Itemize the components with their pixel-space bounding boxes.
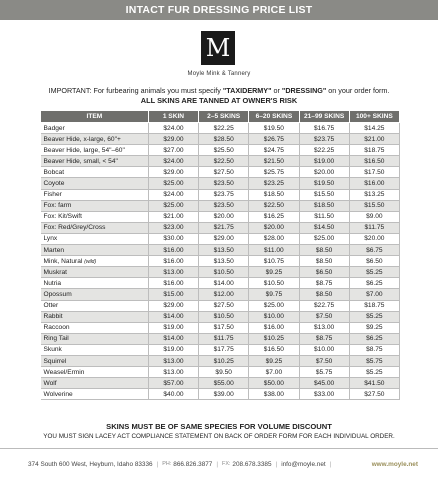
price-cell: $23.25 [249,178,299,189]
price-cell: $14.00 [199,278,249,289]
price-cell: $25.75 [249,167,299,178]
item-name: Otter [43,302,59,310]
item-name-cell [41,233,149,244]
price-cell: $14.50 [299,222,349,233]
item-name-cell [41,267,149,278]
price-cell: $6.50 [299,267,349,278]
website-link[interactable]: www.moyle.net [371,460,418,468]
table-row [41,256,400,267]
item-name-cell [41,222,149,233]
price-cell: $21.75 [199,222,249,233]
table-row [41,233,400,244]
table-row [41,344,400,355]
price-cell: $19.00 [148,322,198,333]
footer-separator: | [329,460,332,468]
risk-notice: ALL SKINS ARE TANNED AT OWNER'S RISK [140,96,298,105]
price-cell: $10.25 [199,355,249,366]
company-logo [201,31,235,65]
item-name-cell [41,389,149,400]
price-cell: $8.75 [299,278,349,289]
price-cell: $5.75 [349,355,399,366]
price-cell: $7.50 [299,311,349,322]
item-name-cell [41,333,149,344]
table-row [41,156,400,167]
table-row [41,200,400,211]
item-name: Coyote [43,180,65,188]
item-name: Squirrel [43,357,67,365]
price-cell: $15.50 [299,189,349,200]
price-cell: $13.00 [299,322,349,333]
price-cell: $9.25 [349,322,399,333]
price-cell: $16.50 [249,344,299,355]
price-cell: $9.75 [249,289,299,300]
item-name-cell [41,311,149,322]
price-cell: $39.00 [199,389,249,400]
item-name: Wolf [43,379,57,387]
price-cell: $27.00 [148,145,198,156]
table-row [41,123,400,134]
item-name-cell [41,167,149,178]
item-name: Raccoon [43,324,70,332]
column-header: 100+ SKINS [349,111,399,123]
item-name-cell [41,278,149,289]
price-cell: $19.50 [249,123,299,134]
price-cell: $13.25 [349,189,399,200]
item-name: Lynx [43,235,58,243]
price-cell: $20.00 [249,222,299,233]
price-cell: $57.00 [148,378,198,389]
footer-divider [0,448,438,449]
price-cell: $5.75 [299,367,349,378]
price-cell: $25.00 [249,300,299,311]
price-cell: $20.00 [299,167,349,178]
item-name-cell [41,123,149,134]
logo-glyph: M [205,34,231,62]
fax-number: 208.678.3385 [232,460,272,468]
price-cell: $38.00 [249,389,299,400]
notice-dressing: "DRESSING" [281,86,327,95]
footer-separator: | [156,460,159,468]
price-cell: $7.50 [299,355,349,366]
price-cell: $8.75 [299,333,349,344]
item-name-cell [41,300,149,311]
table-row [41,333,400,344]
price-cell: $23.75 [299,134,349,145]
price-cell: $16.00 [148,256,198,267]
price-cell: $17.50 [199,322,249,333]
item-name-cell [41,211,149,222]
item-name: Weasel/Ermin [43,368,85,376]
price-cell: $11.75 [199,333,249,344]
price-cell: $27.50 [199,300,249,311]
price-cell: $10.00 [249,311,299,322]
lacey-act-note: YOU MUST SIGN LACEY ACT COMPLIANCE STATEMENT ON BACK OF ORDER FORM FOR EACH INDIVIDUAL ORDER. [43,433,395,440]
price-cell: $24.00 [148,123,198,134]
price-cell: $26.75 [249,134,299,145]
price-cell: $25.00 [148,200,198,211]
price-cell: $13.50 [199,245,249,256]
price-cell: $27.50 [349,389,399,400]
column-header: 1 SKIN [148,111,198,123]
table-row [41,189,400,200]
item-name-cell [41,256,149,267]
price-cell: $9.00 [349,211,399,222]
price-cell: $40.00 [148,389,198,400]
item-name: Nutria [43,279,62,287]
price-cell: $21.50 [249,156,299,167]
price-cell: $15.50 [349,200,399,211]
notice-or: or [271,86,282,95]
table-row [41,311,400,322]
price-cell: $20.00 [349,233,399,244]
table-row [41,389,400,400]
price-cell: $21.00 [148,211,198,222]
price-cell: $16.50 [349,156,399,167]
price-cell: $29.00 [199,233,249,244]
table-row [41,211,400,222]
price-cell: $16.00 [349,178,399,189]
price-cell: $29.00 [148,167,198,178]
price-cell: $21.00 [349,134,399,145]
price-cell: $29.00 [148,300,198,311]
price-cell: $18.75 [349,145,399,156]
price-cell: $28.50 [199,134,249,145]
price-cell: $13.50 [199,256,249,267]
price-cell: $15.00 [148,289,198,300]
price-cell: $8.75 [349,344,399,355]
price-cell: $10.25 [249,333,299,344]
item-name-cell [41,245,149,256]
price-cell: $8.50 [299,256,349,267]
price-cell: $24.00 [148,189,198,200]
price-cell: $23.75 [199,189,249,200]
table-row [41,145,400,156]
item-name-cell [41,134,149,145]
price-cell: $14.00 [148,333,198,344]
important-notice [0,86,438,95]
table-row [41,222,400,233]
item-name: Beaver Hide, small, < 54" [43,157,118,165]
price-cell: $9.25 [249,355,299,366]
price-cell: $8.50 [299,245,349,256]
item-name: Ring Tail [43,335,69,343]
item-name: Marten [43,246,65,254]
price-cell: $6.50 [349,256,399,267]
item-name: Muskrat [43,268,67,276]
notice-taxidermy: "TAXIDERMY" [222,86,272,95]
price-cell: $18.50 [299,200,349,211]
column-header: 2–5 SKINS [199,111,249,123]
price-cell: $23.00 [148,222,198,233]
price-cell: $19.00 [299,156,349,167]
item-name: Rabbit [43,313,63,321]
notice-suffix: on your order form. [326,86,390,95]
price-cell: $24.75 [249,145,299,156]
price-cell: $9.25 [249,267,299,278]
price-cell: $27.50 [199,167,249,178]
item-name: Mink, Natural [43,257,83,265]
item-name: Opossum [43,290,72,298]
price-cell: $5.25 [349,267,399,278]
table-row [41,289,400,300]
price-cell: $16.75 [299,123,349,134]
price-table-body [41,123,400,400]
price-cell: $33.00 [299,389,349,400]
price-cell: $10.75 [249,256,299,267]
price-cell: $7.00 [349,289,399,300]
address: 374 South 600 West, Heyburn, Idaho 83336 [28,460,153,468]
item-name: Fox: farm [43,202,72,210]
price-cell: $16.25 [249,211,299,222]
price-cell: $23.50 [199,200,249,211]
contact-footer [28,457,418,471]
footer-separator: | [216,460,219,468]
item-name-cell [41,378,149,389]
footer-separator: | [275,460,278,468]
price-cell: $17.75 [199,344,249,355]
price-cell: $55.00 [199,378,249,389]
price-cell: $19.50 [299,178,349,189]
item-name-cell [41,189,149,200]
item-name: Skunk [43,346,62,354]
notice-prefix: IMPORTANT: For furbearing animals you must specify [48,86,223,95]
email-link[interactable]: info@moyle.net [281,460,326,468]
price-cell: $7.00 [249,367,299,378]
price-cell: $18.50 [249,189,299,200]
price-cell: $17.50 [349,167,399,178]
price-cell: $14.25 [349,123,399,134]
price-cell: $20.00 [199,211,249,222]
column-header: 21–99 SKINS [299,111,349,123]
price-cell: $11.75 [349,222,399,233]
price-cell: $18.75 [349,300,399,311]
price-cell: $5.25 [349,367,399,378]
table-row [41,378,400,389]
price-cell: $25.50 [199,145,249,156]
price-cell: $22.25 [199,123,249,134]
item-name-cell [41,289,149,300]
price-cell: $22.75 [299,300,349,311]
table-row [41,322,400,333]
price-table [40,110,400,400]
price-cell: $8.50 [299,289,349,300]
price-cell: $9.50 [199,367,249,378]
item-name-cell [41,156,149,167]
item-name: Wolverine [43,390,73,398]
item-name: Fisher [43,191,62,199]
price-cell: $14.00 [148,311,198,322]
item-name-cell [41,200,149,211]
item-name: Fox: Kit/Swift [43,213,82,221]
table-row [41,355,400,366]
table-row [41,167,400,178]
price-cell: $16.00 [249,322,299,333]
title-bar [0,0,438,20]
table-row [41,245,400,256]
price-cell: $29.00 [148,134,198,145]
price-cell: $22.50 [249,200,299,211]
table-row [41,178,400,189]
price-cell: $5.25 [349,311,399,322]
item-name: Fox: Red/Grey/Cross [43,224,106,232]
price-cell: $10.50 [249,278,299,289]
price-cell: $22.50 [199,156,249,167]
item-name-cell [41,367,149,378]
price-cell: $25.00 [299,233,349,244]
item-name: Beaver Hide, large, 54"–60" [43,146,125,154]
price-cell: $12.00 [199,289,249,300]
price-cell: $41.50 [349,378,399,389]
price-cell: $10.50 [199,267,249,278]
item-name-cell [41,178,149,189]
price-cell: $13.00 [148,267,198,278]
item-name: Bobcat [43,168,65,176]
item-name: Badger [43,124,65,132]
item-name-cell [41,322,149,333]
item-name-cell [41,344,149,355]
item-name-cell [41,145,149,156]
price-cell: $25.00 [148,178,198,189]
price-cell: $13.00 [148,355,198,366]
price-cell: $22.25 [299,145,349,156]
price-cell: $23.50 [199,178,249,189]
table-row [41,267,400,278]
price-cell: $13.00 [148,367,198,378]
phone-label: PH: [162,461,172,467]
price-cell: $10.50 [199,311,249,322]
price-cell: $16.00 [148,245,198,256]
price-cell: $6.75 [349,245,399,256]
price-cell: $11.00 [249,245,299,256]
price-cell: $6.25 [349,278,399,289]
table-header-row [41,111,400,123]
item-name-cell [41,355,149,366]
item-note: (wild) [84,258,97,265]
page-title: INTACT FUR DRESSING PRICE LIST [125,4,313,16]
item-name: Beaver Hide, x-large, 60"+ [43,135,121,143]
price-cell: $30.00 [148,233,198,244]
price-cell: $10.00 [299,344,349,355]
volume-discount-note: SKINS MUST BE OF SAME SPECIES FOR VOLUME DISCOUNT [106,422,332,431]
price-cell: $28.00 [249,233,299,244]
column-header: 6–20 SKINS [249,111,299,123]
price-cell: $19.00 [148,344,198,355]
phone-number[interactable]: 866.826.3877 [173,460,213,468]
fax-label: FX: [222,461,231,467]
price-cell: $16.00 [148,278,198,289]
price-cell: $24.00 [148,156,198,167]
column-header: ITEM [41,111,149,123]
price-cell: $45.00 [299,378,349,389]
table-row [41,134,400,145]
price-cell: $6.25 [349,333,399,344]
price-cell: $11.50 [299,211,349,222]
table-row [41,367,400,378]
brand-name: Moyle Mink & Tannery [187,71,251,77]
table-row [41,300,400,311]
table-row [41,278,400,289]
price-cell: $50.00 [249,378,299,389]
